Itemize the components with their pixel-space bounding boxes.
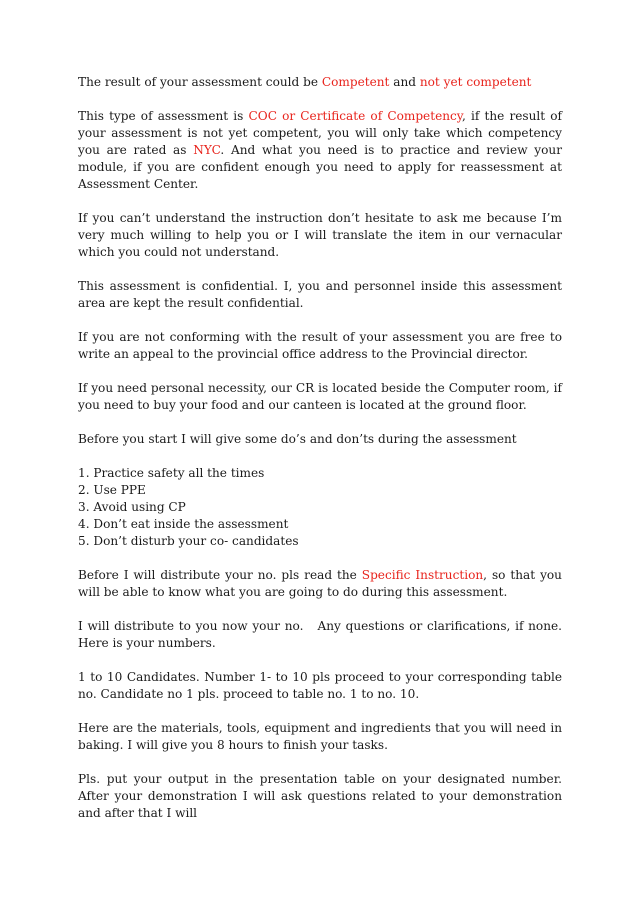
paragraph-instruction-help: If you can’t understand the instruction don’t hesitate to ask me because I’m very much willing to help you or I will translate the item in our vernacular which you could not understand. <box>78 211 562 259</box>
list-item: 5. Don’t disturb your co- candidates <box>78 534 299 548</box>
list-item: 2. Use PPE <box>78 483 146 497</box>
paragraph-appeal: If you are not conforming with the result of your assessment you are free to write an appeal to the provincial office address to the Provincial director. <box>78 330 562 361</box>
document-body <box>78 74 566 839</box>
highlight-specific-instruction: Specific Instruction <box>361 568 484 582</box>
paragraph-assessment-result <box>78 74 562 91</box>
text-span: The result of your assessment could be <box>78 75 322 89</box>
paragraph-dos-donts-intro: Before you start I will give some do’s and don’ts during the assessment <box>78 432 517 446</box>
paragraph-assessment-type <box>78 108 562 193</box>
highlight-competent: Competent <box>321 75 390 89</box>
list-item: 4. Don’t eat inside the assessment <box>78 517 289 531</box>
paragraph-candidates: 1 to 10 Candidates. Number 1- to 10 pls proceed to your corresponding table no. Candidate no 1 pls. proceed to table no. 1 to no. 10. <box>78 670 562 701</box>
text-span: , if the result of your assessment is not yet competent, you will only take which competency you are rated as <box>78 109 563 157</box>
text-span: , so that you will be able to know what you are going to do during this assessment. <box>78 568 562 599</box>
text-span: This type of assessment is <box>78 109 249 123</box>
text-span: and <box>389 75 420 89</box>
list-item: 3. Avoid using CP <box>78 500 186 514</box>
text-span: . And what you need is to practice and review your module, if you are confident enough you need to apply for reassessment at Assessment Center. <box>78 143 562 191</box>
paragraph-distribute-numbers: I will distribute to you now your no. Any questions or clarifications, if none. Here is your numbers. <box>78 619 566 650</box>
list-item: 1. Practice safety all the times <box>78 466 265 480</box>
highlight-not-yet-competent: not yet competent <box>419 75 532 89</box>
paragraph-presentation: Pls. put your output in the presentation table on your designated number. After your demonstration I will ask questions related to your demonstration and after that I will <box>78 772 562 820</box>
paragraph-specific-instruction <box>78 567 562 601</box>
paragraph-materials: Here are the materials, tools, equipment and ingredients that you will need in baking. I will give you 8 hours to finish your tasks. <box>78 721 562 752</box>
text-span: Before I will distribute your no. pls read the <box>78 568 362 582</box>
dos-donts-list <box>78 465 562 550</box>
paragraph-personal-necessity: If you need personal necessity, our CR is located beside the Computer room, if you need to buy your food and our canteen is located at the ground floor. <box>78 381 562 412</box>
highlight-nyc: NYC <box>193 143 221 157</box>
highlight-coc: COC or Certificate of Competency <box>248 109 463 123</box>
paragraph-confidential: This assessment is confidential. I, you and personnel inside this assessment area are kept the result confidential. <box>78 279 562 310</box>
